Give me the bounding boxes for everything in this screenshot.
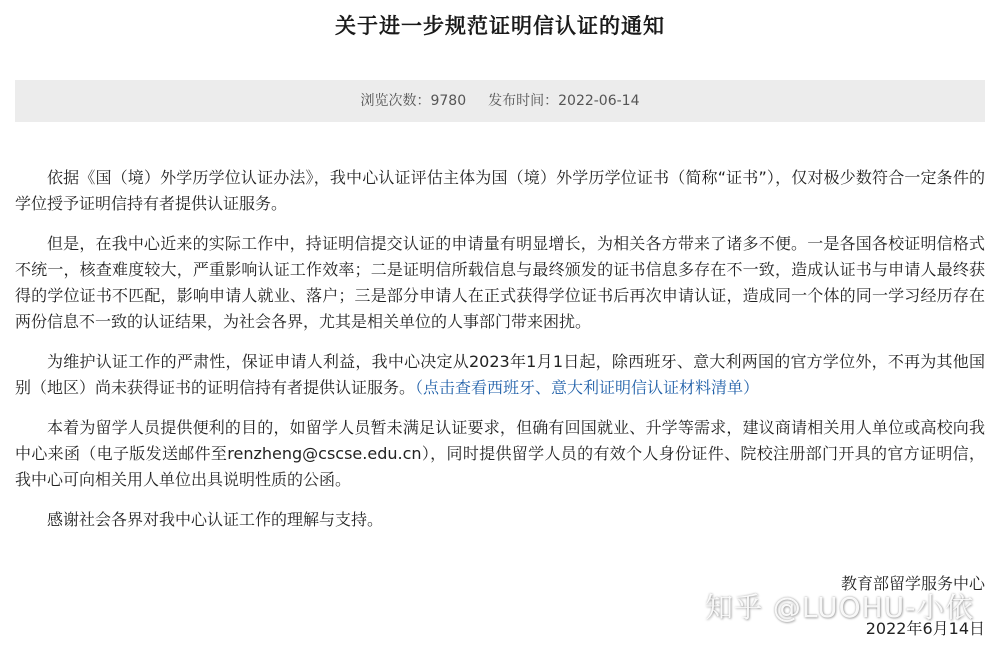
view-count: 浏览次数：9780 [360, 93, 467, 109]
publish-date: 发布时间：2022-06-14 [488, 93, 640, 109]
article-body [15, 165, 985, 547]
paragraph-basis: 依据《国（境）外学历学位认证办法》，我中心认证评估主体为国（境）外学历学位证书（简称“证书”），仅对极少数符合一定条件的学位授予证明信持有者提供认证服务。 [15, 168, 985, 213]
page-title: 关于进一步规范证明信认证的通知 [335, 14, 665, 38]
paragraph-decision [15, 349, 985, 401]
signature-organization: 教育部留学服务中心 [840, 574, 985, 593]
paragraph-problems: 但是，在我中心近来的实际工作中，持证明信提交认证的申请量有明显增长，为相关各方带来了诸多不便。一是各国各校证明信格式不统一，核查难度较大，严重影响认证工作效率；二是证明信所载信息与最终颁发的证书信息多存在不一致，造成认证书与申请人最终获得的学位证书不匹配，影响申请人就业、落户；三是部分申请人在正式获得学位证书后再次申请认证，造成同一个体的同一学习经历存在两份信息不一致的认证结果，为社会各界，尤其是相关单位的人事部门带来困扰。 [15, 234, 985, 331]
materials-list-link[interactable]: （点击查看西班牙、意大利证明信认证材料清单） [415, 378, 760, 397]
signature-date: 2022年6月14日 [865, 619, 985, 638]
paragraph-thanks: 感谢社会各界对我中心认证工作的理解与支持。 [47, 510, 384, 529]
article-meta-bar [15, 80, 985, 122]
paragraph-decision-text: 为维护认证工作的严肃性，保证申请人利益，我中心决定从2023年1月1日起，除西班牙、意大利两国的官方学位外，不再为其他国别（地区）尚未获得证书的证明信持有者提供认证服务。 [15, 352, 985, 397]
paragraph-alternative: 本着为留学人员提供便利的目的，如留学人员暂未满足认证要求，但确有回国就业、升学等需求，建议商请相关用人单位或高校向我中心来函（电子版发送邮件至renzheng@cscse.edu.cn），同时提供留学人员的有效个人身份证件、院校注册部门开具的官方证明信，我中心可向相关用人单位出具说明性质的公函。 [15, 418, 985, 489]
zhihu-watermark: 知乎 @LUOHU-小依 [705, 591, 975, 624]
